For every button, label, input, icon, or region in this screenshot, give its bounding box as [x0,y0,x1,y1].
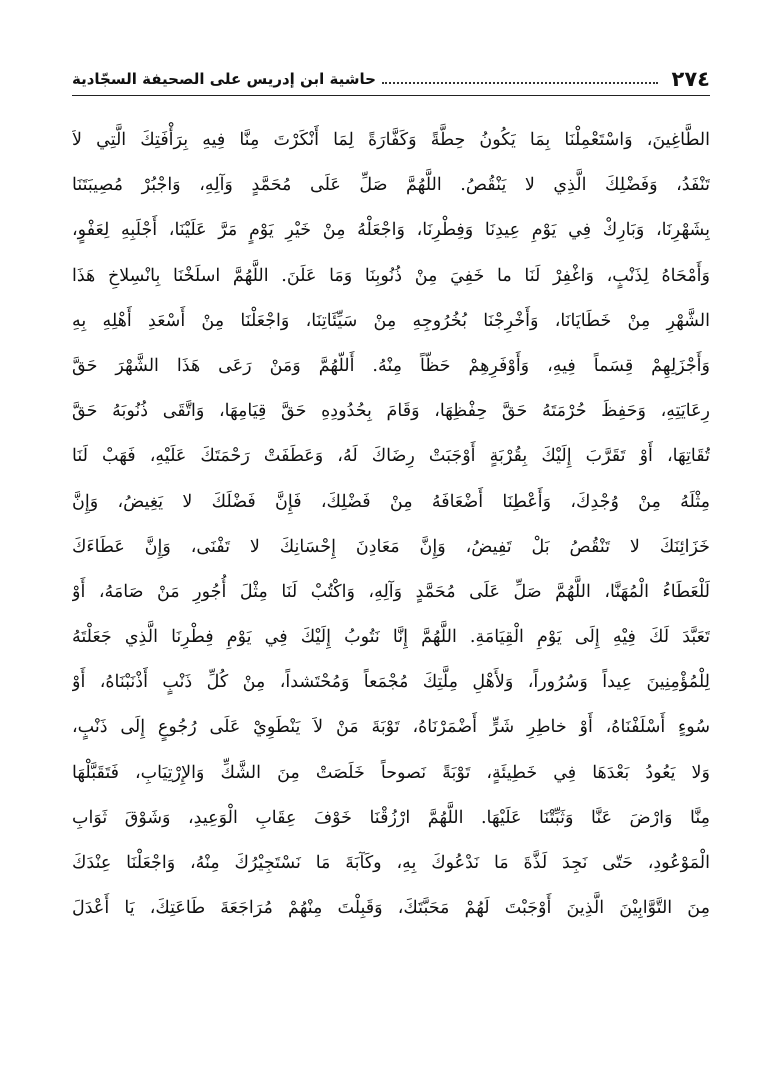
text-line: وَأَمْحَاهُ لِذَنْبٍ، وَاغْفِرْ لَنَا ما خَفِيَ مِنْ ذُنُوبِنَا وَمَا عَلَنَ. اللَّهُمَّ اسلَخْنَا بِانْسِلاخِ هَذَا [72,265,710,286]
text-line: رِعَايَتِهِ، وَحَفِظَ حُرْمَتَهُ حَقَّ حِفْظِهَا، وَقَامَ بِحُدُودِهِ حَقَّ قِيَامِهَا، وَاتَّقَى ذُنُوبَهُ حَقَّ [72,401,710,422]
header-dotted-leader [382,82,658,84]
text-line: مِنَّا وَارْضَ عَنَّا وَثَبِّتْنَا عَلَيْهَا. اللَّهُمَّ ارْزُقْنَا خَوْفَ عِقَابِ الْوَعِيدِ، وَشَوْقَ ثَوَابِ [72,807,710,828]
text-line: لِلْمُؤْمِنِينَ عِيداً وَسُرُوراً، وَلأَهْلِ مِلَّتِكَ مُجْمَعاً وَمُحْتَشداً، مِنْ كُلِّ ذَنْبٍ أَذْنَبْنَاهُ، أَوْ [72,672,710,693]
text-line: لَلْعَطَاءُ الْمُهَنَّا، اللَّهُمَّ صَلِّ عَلَى مُحَمَّدٍ وَآلِهِ، وَاكْتُبْ لَنَا مِثْلَ أُجُورِ مَنْ صَامَهُ، أَوْ [72,581,710,602]
text-line: وَلا يَعُودُ بَعْدَهَا فِي خَطِيئَةٍ، تَوْبَةً نَصوحاً خَلَصَتْ مِنَ الشَّكِّ وَالإِرْتِيَابِ، فَتَقَبَّلْهَا [72,762,710,783]
running-title: حاشية ابن إدريس على الصحيفة السجّادية [72,70,376,88]
text-line: خَزَائِنَكَ لا تَنْقُصُ بَلْ تَفِيضُ، وَإِنَّ مَعَادِنَ إِحْسَانِكَ لا تَفْنَى، وَإِنَّ عَطَاءَكَ [72,536,710,557]
text-line: تَنْفَدُ، وَفَضْلِكَ الَّذِي لا يَنْقُصُ. اللَّهُمَّ صَلِّ عَلَى مُحَمَّدٍ وَآلِهِ، وَاجْبُرْ مُصِيبَتَنَا [72,175,710,196]
page-header [72,58,710,92]
header-rule [72,95,710,96]
text-line: الْمَوْعُودِ، حَتّى نَجِدَ لَذَّةَ مَا نَدْعُوكَ بِهِ، وكَآبَةَ مَا نَسْتَجِيْرُكَ مِنْهُ، وَاجْعَلْنَا عِنْدَكَ [72,853,710,873]
text-line: تُقَاتِهَا، أَوْ تَقَرَّبَ إِلَيْكَ بِقُرْبَةٍ أَوْجَبَتْ رِضَاكَ لَهُ، وَعَطَفَتْ رَحْمَتَكَ عَلَيْهِ، فَهَبْ لَنَا [72,446,710,467]
text-line: بِشَهْرِنَا، وَبَارِكْ فِي يَوْمِ عِيدِنَا وَفِطْرِنَا، وَاجْعَلْهُ مِنْ خَيْرِ يَوْمٍ مَرَّ عَلَيْنَا، أَجْلَبِهِ لِعَفْوٍ، [72,220,710,241]
body-text [72,118,710,931]
text-line: مِثْلَهُ مِنْ وُجْدِكَ، وَأَعْطِنَا أَضْعَافَهُ مِنْ فَضْلِكَ، فَإِنَّ فَضْلَكَ لا يَغِيضُ، وَإِنَّ [72,491,710,512]
text-line: مِنَ التَّوَّابِيْنَ الَّذِينَ أَوْجَبْتَ لَهُمْ مَحَبَّتَكَ، وَقَبِلْتَ مِنْهُمْ مُرَاجَعَةَ طَاعَتِكَ، يَا أَعْدَلَ [72,898,710,919]
text-line: سُوءٍ أَسْلَفْنَاهُ، أَوْ خاطِرِ شَرٍّ أَضْمَرْنَاهُ، تَوْبَةَ مَنْ لاَ يَنْطَوِيْ عَلَى رُجُوعٍ إِلَى ذَنْبٍ، [72,717,710,738]
text-line: الشَّهْرِ مِنْ خَطَايَانَا، وَأَخْرِجْنَا بُخُرُوجِهِ مِنْ سَيِّئَاتِنَا، وَاجْعَلْنَا مِنْ أَسْعَدِ أَهْلِهِ بِهِ [72,310,710,331]
text-line: الطَّاغِينَ، وَاسْتَعْمِلْنَا بِمَا يَكُونُ حِطَّةً وَكَفَّارَةً لِمَا أَنْكَرْتَ مِنَّا فِيهِ بِرَأْفَتِكَ الَّتِي لاَ [72,130,710,150]
page-number: ٢٧٤ [671,67,710,91]
text-line: وَأَجْزَلِهِمْ قِسَماً فِيهِ، وَأَوْفَرِهِمْ حَظّاً مِنْهُ. أَللّهُمَّ وَمَنْ رَعَى هَذَا الشَّهْرَ حَقَّ [72,355,710,376]
text-line: تَعَبَّدَ لَكَ فِيْهِ إِلَى يَوْمِ الْقِيَامَةِ. اللَّهُمَّ إِنَّا نَتُوبُ إِلَيْكَ فِي يَوْمِ فِطْرِنَا الَّذِي جَعَلْتَهُ [72,627,710,648]
